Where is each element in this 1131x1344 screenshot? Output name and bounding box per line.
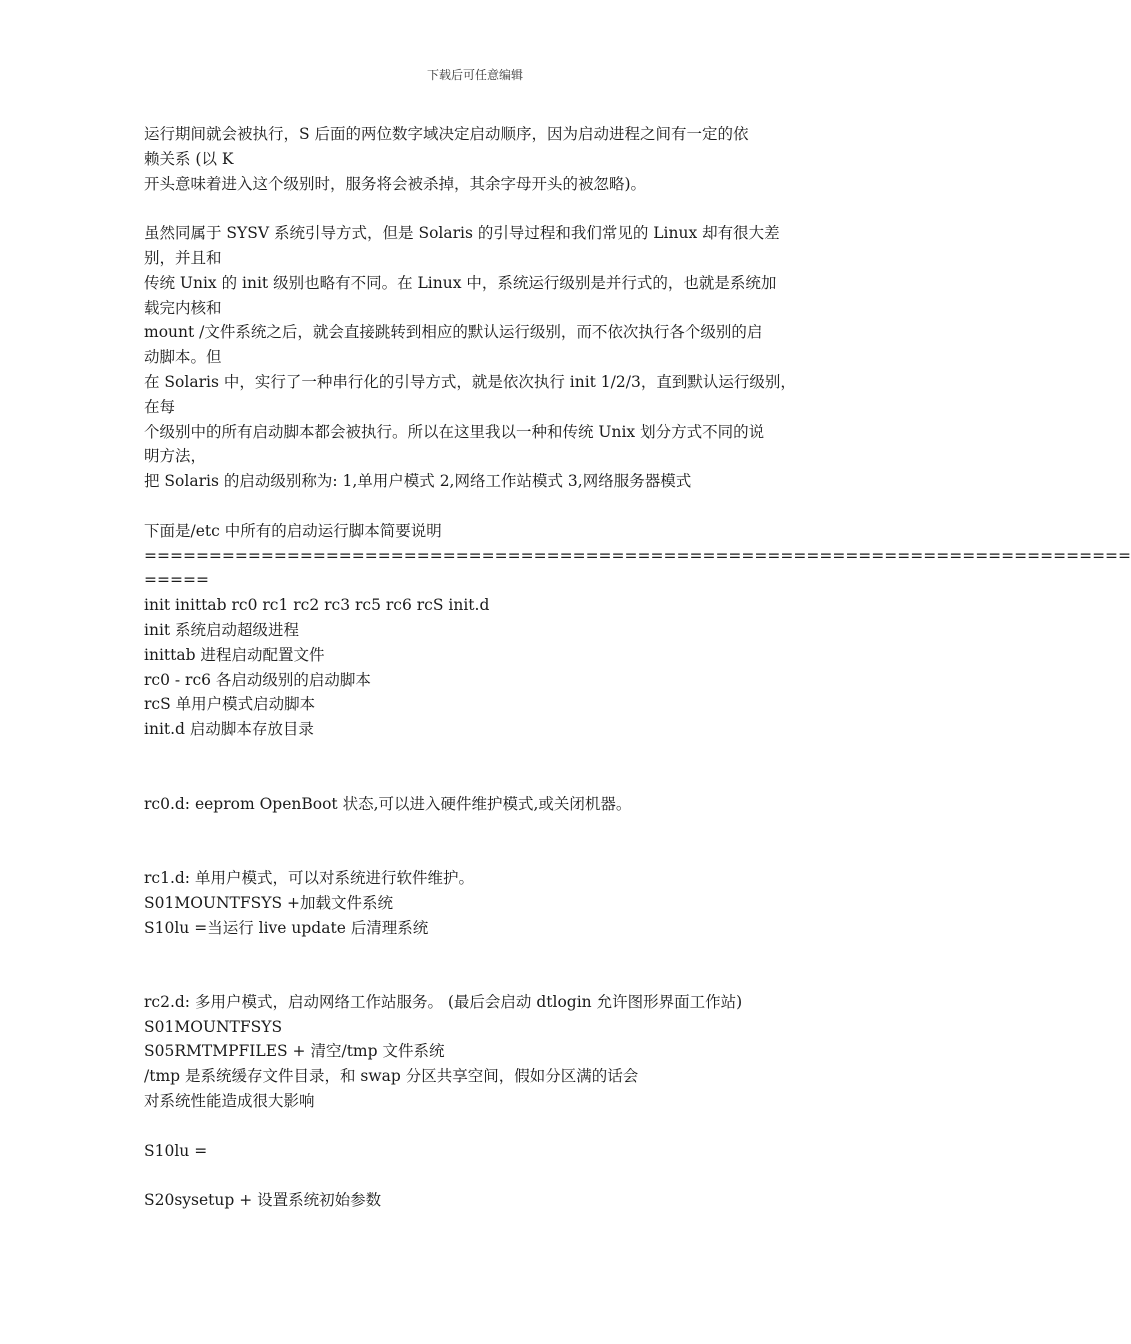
separator-line: ============================================================================ [144, 546, 1131, 565]
text-line: rc1.d: 单用户模式，可以对系统进行软件维护。 [144, 868, 474, 887]
text-line: rc0 - rc6 各启动级别的启动脚本 [144, 670, 371, 689]
text-line: S20sysetup + 设置系统初始参数 [144, 1191, 382, 1210]
blank-line [144, 1114, 816, 1139]
separator-line: ===== [144, 571, 209, 590]
text-line: /tmp 是系统缓存文件目录，和 swap 分区共享空间，假如分区满的话会 [144, 1067, 639, 1086]
text-line: 明方法， [144, 447, 207, 466]
text-line: S05RMTMPFILES + 清空/tmp 文件系统 [144, 1042, 445, 1061]
text-line: 个级别中的所有启动脚本都会被执行。所以在这里我以一种和传统 Unix 划分方式不同的说 [144, 422, 765, 441]
text-line: 赖关系 (以 K [144, 149, 234, 168]
paragraph-solaris-boot [144, 221, 816, 494]
document-body [144, 122, 1131, 1213]
text-line: inittab 进程启动配置文件 [144, 645, 325, 664]
text-line: 把 Solaris 的启动级别称为: 1,单用户模式 2,网络工作站模式 3,网络服务器模式 [144, 472, 692, 491]
text-line: 在每 [144, 397, 176, 416]
blank-line [144, 196, 816, 221]
text-line: 动脚本。但 [144, 348, 222, 367]
text-line: 对系统性能造成很大影响 [144, 1092, 315, 1111]
paragraph-rc2 [144, 990, 816, 1114]
page-header: 下载后可任意编辑 [426, 68, 523, 82]
paragraph-rc1 [144, 866, 816, 940]
paragraph-s20sysetup [144, 1188, 816, 1213]
text-line: rcS 单用户模式启动脚本 [144, 695, 316, 714]
text-line: init 系统启动超级进程 [144, 620, 300, 639]
text-line: init inittab rc0 rc1 rc2 rc3 rc5 rc6 rcS init.d [144, 596, 490, 615]
blank-line [144, 742, 816, 792]
text-line: 开头意味着进入这个级别时，服务将会被杀掉，其余字母开头的被忽略)。 [144, 174, 647, 193]
text-line: S01MOUNTFSYS +加载文件系统 [144, 893, 394, 912]
text-line: rc0.d: eeprom OpenBoot 状态,可以进入硬件维护模式,或关闭机器。 [144, 794, 632, 813]
blank-line [144, 494, 816, 519]
paragraph-runlevel-scripts [144, 122, 816, 196]
text-line: 传统 Unix 的 init 级别也略有不同。在 Linux 中，系统运行级别是并行式的，也就是系统加 [144, 273, 777, 292]
text-line: 在 Solaris 中，实行了一种串行化的引导方式，就是依次执行 init 1/2/3，直到默认运行级别， [144, 372, 796, 391]
text-line: S10lu =当运行 live update 后清理系统 [144, 918, 429, 937]
text-line: mount /文件系统之后，就会直接跳转到相应的默认运行级别，而不依次执行各个级别的启 [144, 323, 763, 342]
text-line: S01MOUNTFSYS [144, 1017, 283, 1036]
text-line: 虽然同属于 SYSV 系统引导方式，但是 Solaris 的引导过程和我们常见的 Linux 却有很大差 [144, 224, 780, 243]
text-line: rc2.d: 多用户模式，启动网络工作站服务。 (最后会启动 dtlogin 允许图形界面工作站) [144, 992, 743, 1011]
text-line: 载完内核和 [144, 298, 222, 317]
text-line: 下面是/etc 中所有的启动运行脚本简要说明 [144, 521, 442, 540]
blank-line [144, 940, 816, 990]
text-line: 运行期间就会被执行，S 后面的两位数字域决定启动顺序，因为启动进程之间有一定的依 [144, 125, 749, 143]
text-line: init.d 启动脚本存放目录 [144, 720, 314, 739]
blank-line [144, 816, 816, 866]
text-line: 别，并且和 [144, 248, 222, 267]
paragraph-etc-scripts [144, 519, 1131, 742]
paragraph-rc0 [144, 792, 816, 817]
blank-line [144, 1163, 816, 1188]
text-line: S10lu = [144, 1141, 208, 1160]
paragraph-s10lu [144, 1139, 816, 1164]
